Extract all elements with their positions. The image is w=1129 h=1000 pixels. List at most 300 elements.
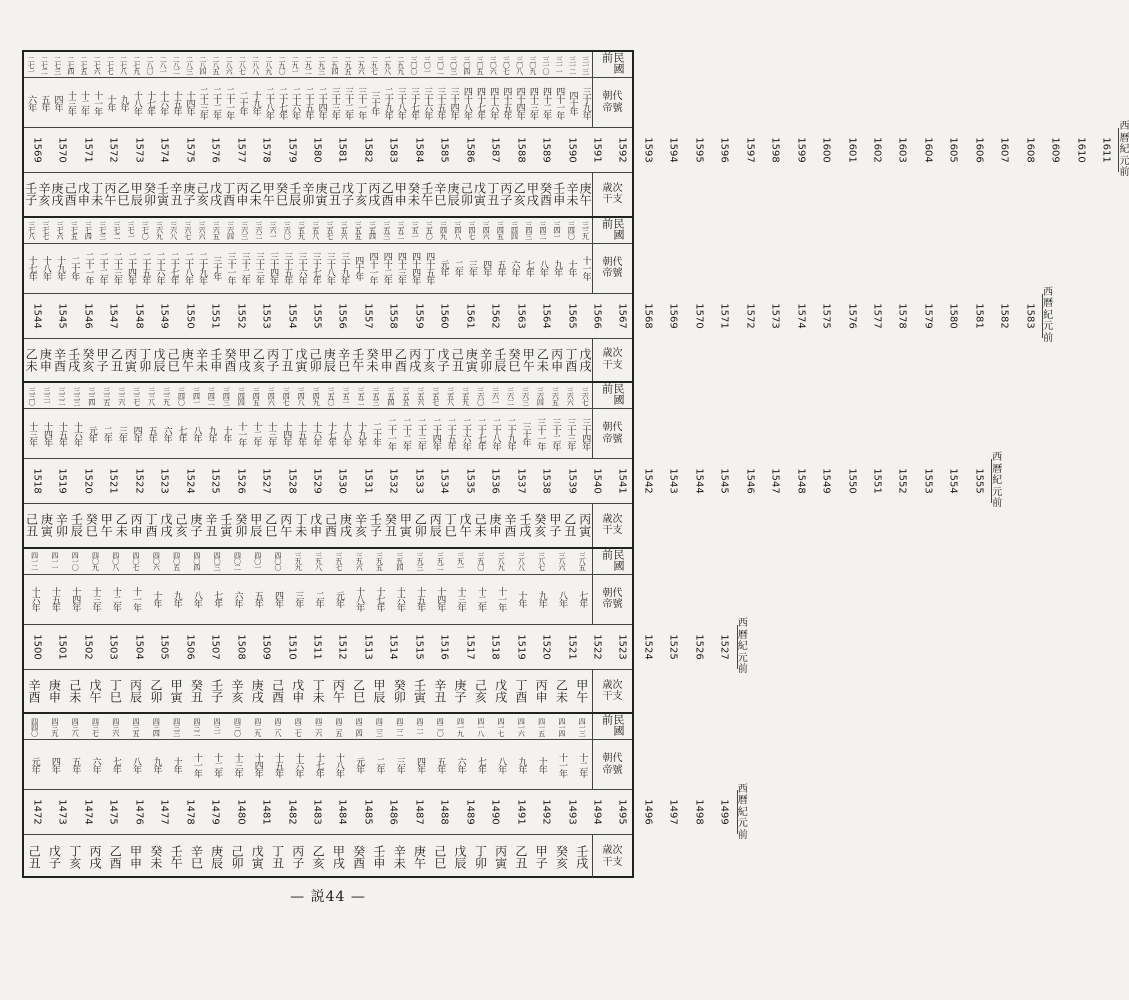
cell-ganzhi: 壬午 (350, 347, 365, 372)
cell-ganzhi: 癸巳 (274, 182, 289, 207)
cell-ganzhi: 壬辰 (69, 513, 84, 538)
cell-ganzhi: 辛卯 (54, 513, 69, 538)
cell-minguo: 三三八 (147, 386, 156, 405)
cell-era: 三十二年 (239, 252, 250, 285)
row-label-part: 帝號 (602, 102, 623, 114)
row-label-part: 干支 (602, 194, 623, 206)
cell-era: 五年 (70, 756, 81, 773)
cell-year: 1606 (973, 137, 985, 163)
cell-year: 1559 (413, 302, 425, 329)
cell-year: 1526 (235, 468, 247, 494)
cell-minguo: 三四〇 (567, 221, 576, 240)
cell-era: 十七年 (144, 90, 155, 115)
cell-minguo: 四〇九 (91, 552, 100, 571)
cell-ganzhi: 丙午 (278, 513, 293, 538)
row-label-ganzhi (592, 504, 632, 547)
table-band (24, 217, 1054, 384)
row-minguo (24, 52, 632, 78)
cell-ganzhi: 壬子 (23, 182, 38, 207)
cell-ganzhi: 庚戌 (50, 182, 65, 207)
cell-minguo: 三六〇 (283, 221, 292, 240)
cell-minguo: 三六五 (212, 221, 221, 240)
cell-minguo: 二八四 (198, 55, 207, 74)
cell-era: 十四年 (252, 752, 263, 777)
cell-era: 四十七年 (475, 86, 486, 119)
cell-ganzhi: 戊寅 (472, 182, 487, 207)
row-label-part: 干支 (602, 856, 623, 868)
cell-era: 十二年 (110, 587, 121, 612)
cell-ganzhi: 癸未 (406, 182, 421, 207)
cell-ganzhi: 庚午 (412, 844, 427, 869)
cell-ganzhi: 乙酉 (108, 844, 123, 869)
cell-era: 三年 (466, 260, 477, 277)
cell-ganzhi: 丙辰 (128, 679, 143, 704)
cell-ganzhi: 庚申 (47, 679, 62, 704)
cell-era: 二十四年 (430, 417, 441, 450)
cell-era: 二年 (374, 756, 385, 773)
cell-ganzhi: 甲申 (393, 182, 408, 207)
cell-era: 十八年 (131, 90, 142, 115)
cell-era: 十五年 (49, 587, 60, 612)
cell-ganzhi: 丁亥 (67, 844, 82, 869)
cell-era: 四十一年 (554, 86, 565, 119)
cell-era: 三年 (116, 425, 127, 442)
row-ganzhi (24, 670, 632, 713)
cell-era: 三十六年 (422, 86, 433, 119)
cell-ganzhi: 丙申 (549, 347, 564, 372)
cell-year: 1532 (388, 468, 400, 494)
cell-minguo: 三六八 (169, 221, 178, 240)
cell-year: 1485 (362, 799, 374, 826)
cell-ganzhi: 丁卯 (137, 347, 152, 372)
cell-ganzhi: 戊子 (47, 844, 62, 869)
cell-minguo: 三五二 (356, 386, 365, 405)
cell-year: 1580 (948, 302, 960, 329)
cell-era: 二十一年 (224, 86, 235, 119)
cell-ganzhi: 己丑 (450, 347, 465, 372)
cell-minguo: 三七二 (112, 221, 121, 240)
cell-minguo: 三五三 (371, 386, 380, 405)
cell-year: 1585 (438, 137, 450, 163)
cell-minguo: 三四八 (453, 221, 462, 240)
cell-year: 1519 (515, 634, 527, 660)
cell-minguo: 二九一 (291, 55, 300, 74)
cell-era: 四年 (273, 591, 284, 608)
cell-minguo: 三六四 (226, 221, 235, 240)
cell-era: 二十四年 (126, 252, 137, 285)
cell-minguo: 二八三 (185, 55, 194, 74)
cell-year: 1575 (184, 137, 196, 163)
row-label-era (592, 409, 632, 458)
cell-minguo: 三三六 (117, 386, 126, 405)
cell-era: 二十三年 (415, 417, 426, 450)
cell-minguo: 三〇八 (515, 55, 524, 74)
cell-era: 二十五年 (140, 252, 151, 285)
cell-ganzhi: 甲申 (128, 844, 143, 869)
cell-ganzhi: 乙巳 (351, 679, 366, 704)
cell-era: 十七年 (313, 752, 324, 777)
cell-ganzhi: 壬申 (371, 844, 386, 869)
cell-year: 1505 (158, 634, 170, 660)
cell-minguo: 三四四 (510, 221, 519, 240)
cell-era: 三十四年 (448, 86, 459, 119)
cell-ganzhi: 壬午 (169, 844, 184, 869)
cell-ganzhi: 乙未 (248, 182, 263, 207)
cell-year: 1609 (1049, 137, 1061, 163)
cell-minguo: 三九〇 (476, 552, 485, 571)
cell-year: 1546 (82, 302, 94, 329)
cell-era: 三十七年 (310, 252, 321, 285)
row-label-part: 干支 (602, 359, 623, 371)
row-year (24, 121, 1129, 179)
cell-ganzhi: 甲子 (547, 513, 562, 538)
cell-year: 1582 (362, 137, 374, 163)
cell-year: 1552 (897, 468, 909, 494)
row-label-part: 紀元前 (992, 475, 1003, 510)
chronology-table (22, 50, 1129, 878)
table-band (24, 548, 748, 715)
cell-era: 三十四年 (268, 252, 279, 285)
cell-year: 1534 (438, 468, 450, 494)
cell-ganzhi: 甲子 (534, 844, 549, 869)
row-label-part: 歳次 (602, 845, 623, 857)
cell-year: 1552 (235, 302, 247, 329)
cell-ganzhi: 壬申 (551, 182, 566, 207)
cell-ganzhi: 甲辰 (129, 182, 144, 207)
cell-minguo: 三六三 (521, 386, 530, 405)
cell-minguo: 三四五 (496, 221, 505, 240)
cell-ganzhi: 癸卯 (142, 182, 157, 207)
cell-minguo: 三三五 (102, 386, 111, 405)
cell-minguo: 三六〇 (476, 386, 485, 405)
cell-minguo: 三三二 (57, 386, 66, 405)
cell-era: 七年 (176, 425, 187, 442)
cell-ganzhi: 乙未 (114, 513, 129, 538)
cell-minguo: 三三三 (72, 386, 81, 405)
cell-ganzhi: 壬戌 (517, 513, 532, 538)
cell-year: 1510 (286, 634, 298, 660)
cell-minguo: 三八八 (517, 552, 526, 571)
cell-minguo: 三七一 (127, 221, 136, 240)
cell-era: 三十一年 (225, 252, 236, 285)
cell-ganzhi: 辛巳 (336, 347, 351, 372)
cell-ganzhi: 戊午 (458, 513, 473, 538)
cell-ganzhi: 丙申 (129, 513, 144, 538)
cell-minguo: 三九一 (456, 552, 465, 571)
cell-minguo: 三四七 (282, 386, 291, 405)
cell-year: 1518 (31, 468, 43, 494)
cell-era: 十五年 (414, 587, 425, 612)
cell-minguo: 四〇二 (233, 552, 242, 571)
cell-year: 1549 (158, 302, 170, 329)
cell-year: 1518 (489, 634, 501, 660)
cell-minguo: 三四四 (237, 386, 246, 405)
cell-minguo: 三五六 (416, 386, 425, 405)
cell-year: 1515 (413, 634, 425, 660)
cell-year: 1578 (897, 302, 909, 329)
cell-year: 1589 (540, 137, 552, 163)
cell-era: 二十七年 (276, 86, 287, 119)
cell-minguo: 四三六 (111, 717, 120, 736)
cell-ganzhi: 甲辰 (371, 679, 386, 704)
cell-era: 十二年 (212, 752, 223, 777)
cell-ganzhi: 戊寅 (250, 844, 265, 869)
cell-minguo: 三六一 (491, 386, 500, 405)
cell-ganzhi: 己巳 (432, 844, 447, 869)
cell-year: 1513 (362, 634, 374, 660)
cell-year: 1570 (57, 137, 69, 163)
row-label-ganzhi (592, 339, 632, 382)
cell-era: 二十五年 (303, 86, 314, 119)
cell-era: 十四年 (41, 421, 52, 446)
cell-ganzhi: 戊戌 (493, 679, 508, 704)
cell-era: 十六年 (394, 587, 405, 612)
cell-year: 1479 (209, 799, 221, 826)
cell-era: 四十一年 (367, 252, 378, 285)
cell-year: 1570 (693, 302, 705, 329)
cell-era: 二十年 (69, 256, 80, 281)
cell-ganzhi: 己酉 (270, 679, 285, 704)
row-label-minguo: 民國前 (592, 549, 632, 574)
cell-year: 1501 (57, 634, 69, 660)
cell-era: 十六年 (311, 421, 322, 446)
cell-era: 二十九年 (197, 252, 208, 285)
row-label-part: 紀元前 (1119, 144, 1129, 179)
cell-year: 1590 (566, 137, 578, 163)
cell-ganzhi: 戊申 (290, 679, 305, 704)
cell-ganzhi: 己卯 (229, 844, 244, 869)
cell-year: 1537 (515, 468, 527, 494)
cell-era: 五年 (252, 591, 263, 608)
cell-year: 1554 (286, 302, 298, 329)
cell-ganzhi: 甲寅 (169, 679, 184, 704)
cell-era: 五年 (435, 756, 446, 773)
cell-ganzhi: 戊子 (340, 182, 355, 207)
cell-ganzhi: 乙亥 (512, 182, 527, 207)
cell-minguo: 三五六 (340, 221, 349, 240)
cell-year: 1514 (388, 634, 400, 660)
cell-minguo: 三四八 (297, 386, 306, 405)
cell-minguo: 四〇六 (152, 552, 161, 571)
cell-era: 十年 (151, 591, 162, 608)
cell-year: 1604 (922, 137, 934, 163)
row-label-part: 朝代 (602, 587, 623, 599)
cell-year: 1523 (158, 468, 170, 494)
cell-minguo: 四〇四 (192, 552, 201, 571)
cell-year: 1524 (184, 468, 196, 494)
cell-minguo: 二八九 (264, 55, 273, 74)
cell-era: 十三年 (90, 587, 101, 612)
cell-era: 三十一年 (356, 86, 367, 119)
row-year (24, 452, 1003, 510)
cell-era: 十三年 (26, 421, 37, 446)
cell-year: 1489 (464, 799, 476, 826)
row-label-era (592, 740, 632, 789)
cell-minguo: 三〇四 (462, 55, 471, 74)
cell-era: 三十四年 (580, 417, 591, 450)
cell-year: 1522 (133, 468, 145, 494)
cell-year: 1484 (337, 799, 349, 826)
cell-era: 四十三年 (527, 86, 538, 119)
cell-year: 1575 (820, 302, 832, 329)
cell-ganzhi: 甲寅 (398, 513, 413, 538)
cell-ganzhi: 戊寅 (293, 347, 308, 372)
cell-era: 十七年 (26, 256, 37, 281)
cell-era: 八年 (191, 425, 202, 442)
cell-era: 四年 (131, 425, 142, 442)
cell-minguo: 二九三 (317, 55, 326, 74)
row-label-part: 朝代 (602, 256, 623, 268)
cell-minguo: 二九九 (396, 55, 405, 74)
cell-year: 1577 (235, 137, 247, 163)
cell-year: 1572 (108, 137, 120, 163)
cell-minguo: 四三四 (152, 717, 161, 736)
cell-year: 1527 (718, 634, 730, 660)
cell-era: 六年 (232, 591, 243, 608)
cell-year: 1581 (973, 302, 985, 329)
cell-minguo: 三六七 (183, 221, 192, 240)
cell-era: 八年 (556, 591, 567, 608)
cell-ganzhi: 辛丑 (168, 182, 183, 207)
cell-year: 1476 (133, 799, 145, 826)
cell-year: 1551 (209, 302, 221, 329)
cell-era: 八年 (191, 591, 202, 608)
cell-era: 三十八年 (324, 252, 335, 285)
cell-era: 二十二年 (210, 86, 221, 119)
cell-era: 六年 (26, 94, 37, 111)
cell-year: 1526 (693, 634, 705, 660)
cell-era: 十八年 (333, 752, 344, 777)
cell-minguo: 三五五 (354, 221, 363, 240)
cell-era: 十四年 (435, 587, 446, 612)
cell-ganzhi: 己丑 (27, 844, 42, 869)
cell-ganzhi: 己亥 (174, 513, 189, 538)
cell-year: 1525 (209, 468, 221, 494)
cell-era: 元年 (333, 591, 344, 608)
cell-era: 五年 (39, 94, 50, 111)
cell-era: 十二年 (475, 587, 486, 612)
cell-era: 三十一年 (535, 417, 546, 450)
cell-era: 四年 (481, 260, 492, 277)
table-band (24, 714, 748, 880)
cell-year: 1490 (489, 799, 501, 826)
cell-ganzhi: 己亥 (473, 679, 488, 704)
cell-minguo: 四三〇 (233, 717, 242, 736)
cell-era: 二十一年 (385, 417, 396, 450)
cell-year: 1573 (133, 137, 145, 163)
cell-ganzhi: 辛未 (194, 347, 209, 372)
cell-minguo: 三七五 (70, 221, 79, 240)
row-label-part: 干支 (602, 691, 623, 703)
row-label-part: 西曆 (737, 783, 748, 807)
cell-ganzhi: 丙寅 (577, 513, 592, 538)
cell-era: 三十年 (369, 90, 380, 115)
row-label-minguo: 民國前 (592, 52, 632, 77)
cell-ganzhi: 甲午 (99, 513, 114, 538)
cell-era: 七年 (110, 756, 121, 773)
row-label-part: 歳次 (602, 182, 623, 194)
cell-era: 四十二年 (541, 86, 552, 119)
cell-year: 1598 (769, 137, 781, 163)
cell-era: 三十五年 (435, 86, 446, 119)
cell-era: 四年 (49, 756, 60, 773)
cell-minguo: 四二六 (314, 717, 323, 736)
cell-ganzhi: 己巳 (166, 347, 181, 372)
cell-ganzhi: 辛巳 (189, 844, 204, 869)
cell-era: 二十四年 (316, 86, 327, 119)
cell-year: 1587 (489, 137, 501, 163)
cell-minguo: 二七四 (66, 55, 75, 74)
row-label-part: 紀元前 (737, 806, 748, 841)
cell-minguo: 三七〇 (141, 221, 150, 240)
cell-minguo: 四一九 (456, 717, 465, 736)
cell-ganzhi: 戊辰 (453, 844, 468, 869)
cell-ganzhi: 辛丑 (432, 679, 447, 704)
cell-era: 十六年 (293, 752, 304, 777)
row-label-era (592, 575, 632, 624)
cell-ganzhi: 丙子 (498, 182, 513, 207)
cell-era: 十年 (516, 591, 527, 608)
cell-ganzhi: 癸亥 (80, 347, 95, 372)
cell-ganzhi: 庚午 (578, 182, 593, 207)
cell-year: 1556 (337, 302, 349, 329)
cell-minguo: 四二八 (274, 717, 283, 736)
cell-minguo: 四〇一 (253, 552, 262, 571)
cell-ganzhi: 庚寅 (464, 347, 479, 372)
cell-minguo: 四〇八 (111, 552, 120, 571)
cell-ganzhi: 丙午 (102, 182, 117, 207)
cell-minguo: 三〇一 (423, 55, 432, 74)
cell-minguo: 三九六 (355, 552, 364, 571)
cell-ganzhi: 辛酉 (27, 679, 42, 704)
row-minguo (24, 714, 632, 740)
cell-minguo: 三五九 (297, 221, 306, 240)
cell-ganzhi: 癸未 (364, 347, 379, 372)
cell-era: 七年 (577, 591, 588, 608)
cell-era: 三十三年 (329, 86, 340, 119)
cell-minguo: 三六六 (198, 221, 207, 240)
cell-minguo: 三六二 (506, 386, 515, 405)
cell-ganzhi: 癸巳 (84, 513, 99, 538)
cell-era: 四十二年 (381, 252, 392, 285)
row-label-part: 西曆 (737, 618, 748, 641)
cell-era: 二十二年 (97, 252, 108, 285)
cell-year: 1486 (388, 799, 400, 826)
row-label-part: 帝號 (602, 433, 623, 445)
cell-minguo: 三六三 (240, 221, 249, 240)
cell-ganzhi: 庚寅 (314, 182, 329, 207)
cell-year: 1550 (846, 468, 858, 494)
cell-year: 1564 (540, 302, 552, 329)
cell-ganzhi: 乙巳 (116, 182, 131, 207)
cell-ganzhi: 庚午 (180, 347, 195, 372)
cell-year: 1580 (311, 137, 323, 163)
cell-year: 1555 (311, 302, 323, 329)
cell-era: 九年 (171, 591, 182, 608)
cell-year: 1597 (744, 137, 756, 163)
cell-ganzhi: 乙未 (554, 679, 569, 704)
cell-era: 十年 (171, 756, 182, 773)
row-label-ganzhi (592, 173, 632, 216)
cell-minguo: 三八五 (578, 552, 587, 571)
cell-era: 九年 (118, 94, 129, 111)
cell-era: 十五年 (171, 90, 182, 115)
cell-ganzhi: 癸巳 (507, 347, 522, 372)
cell-year: 1538 (540, 468, 552, 494)
cell-ganzhi: 乙酉 (393, 347, 408, 372)
cell-minguo: 三五五 (401, 386, 410, 405)
cell-minguo: 三四三 (222, 386, 231, 405)
